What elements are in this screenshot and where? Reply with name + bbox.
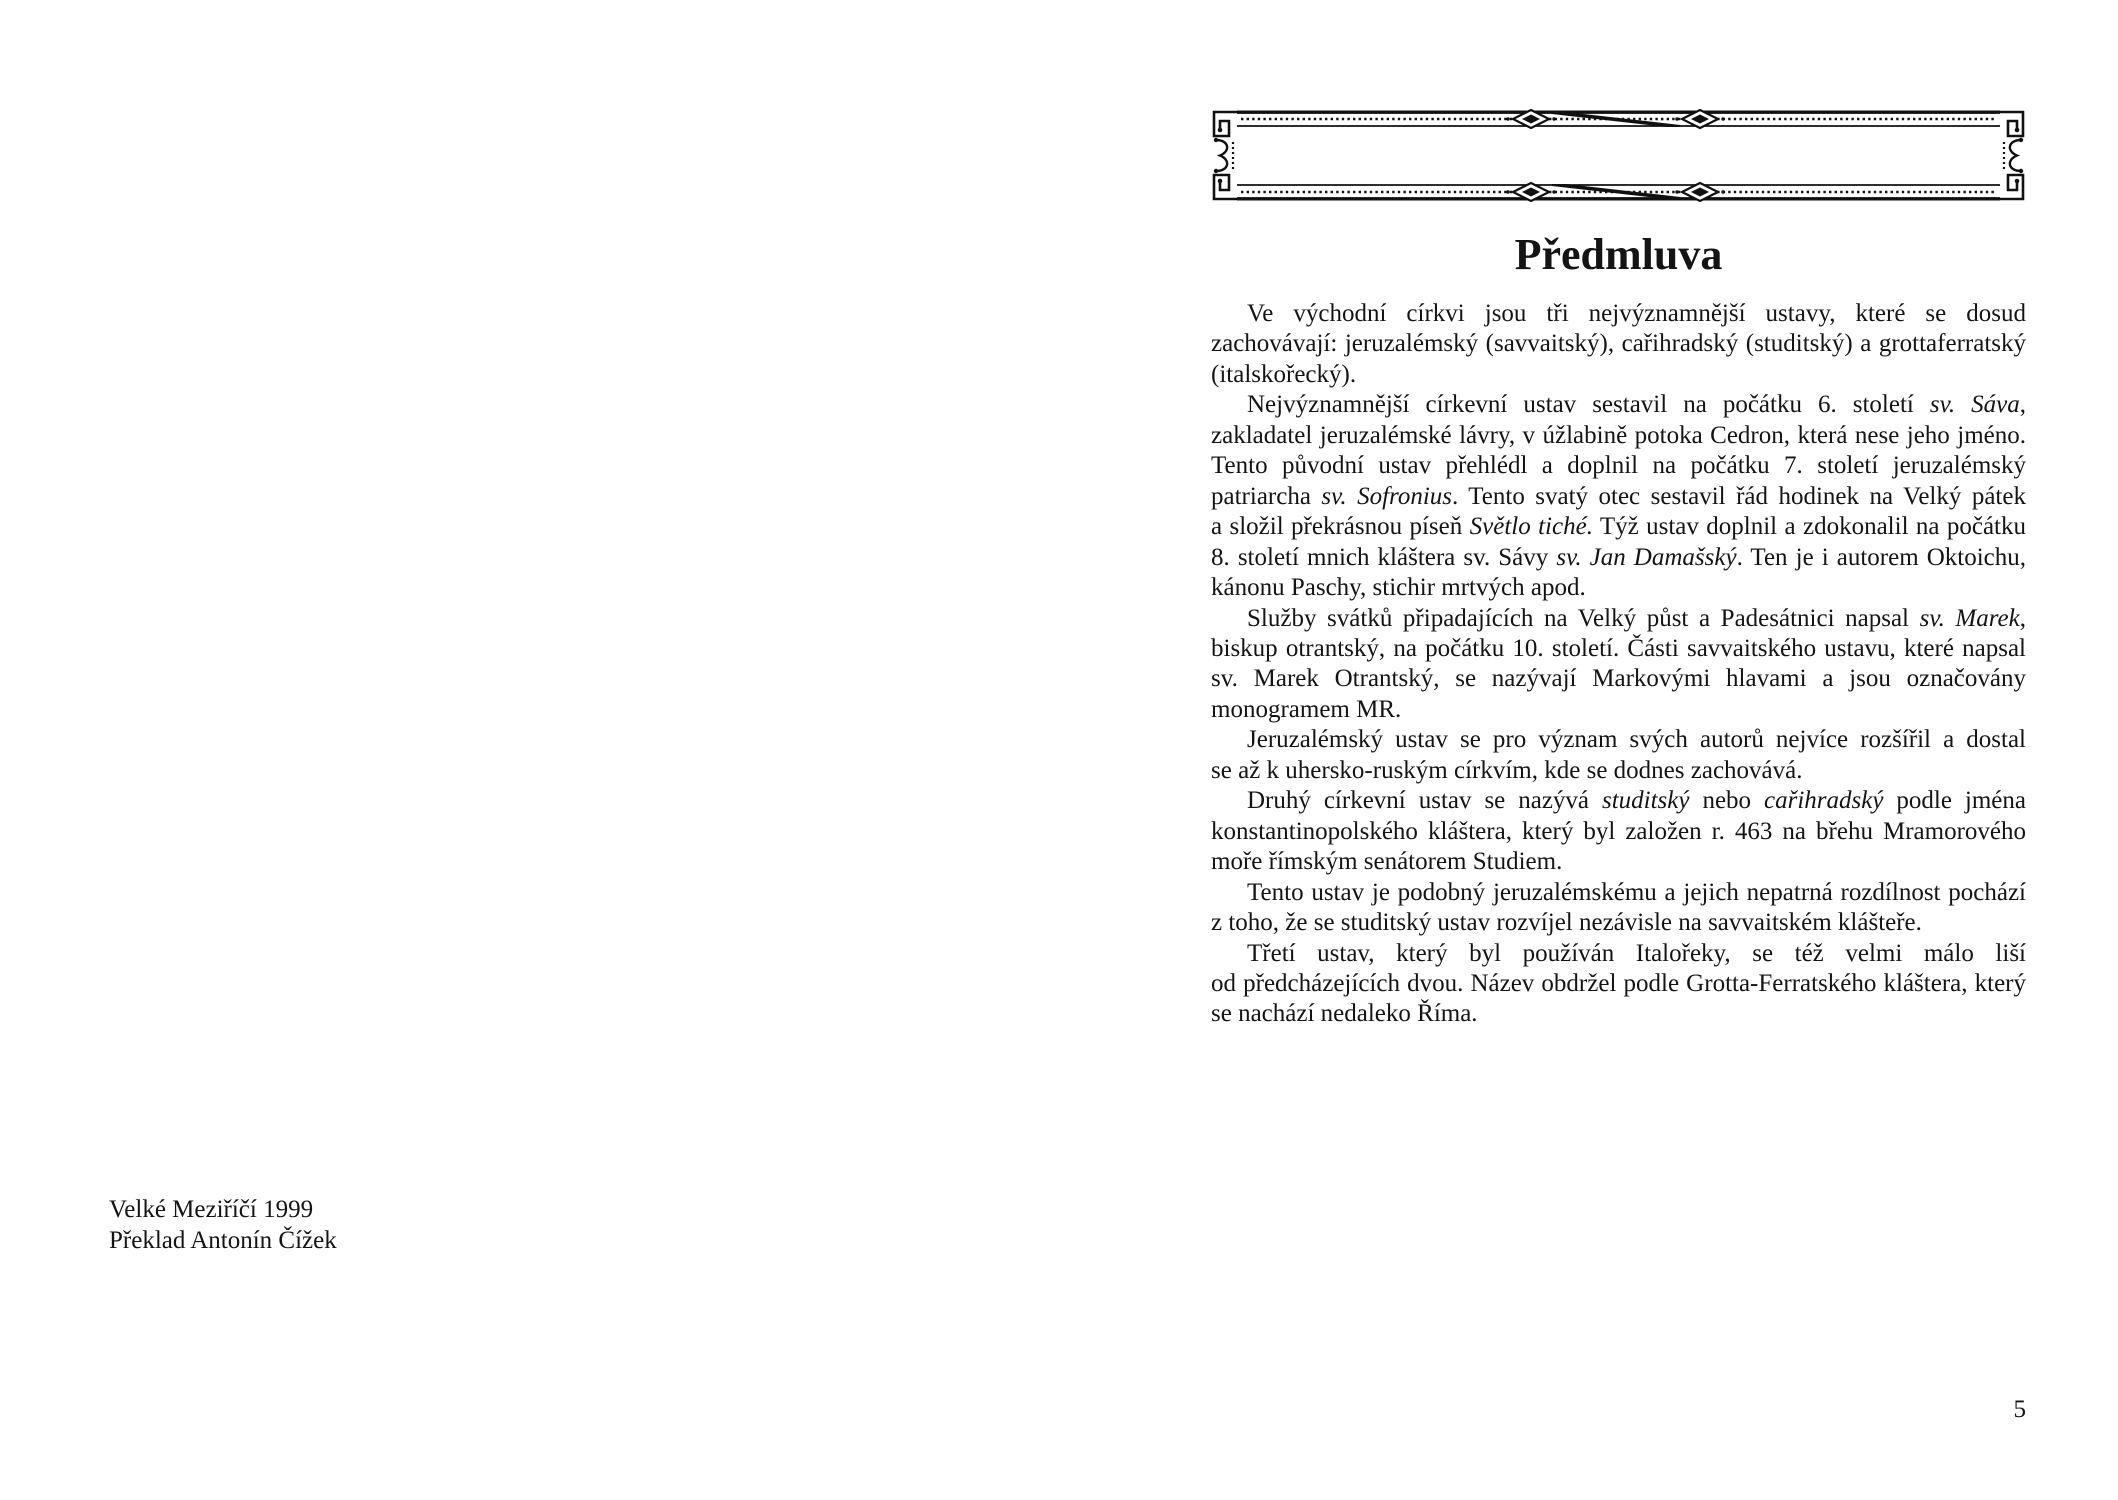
italic-text: cařihradský <box>1764 787 1884 815</box>
header-ornament <box>1211 109 2026 202</box>
paragraph <box>1211 604 2026 726</box>
text-run: Tento ustav je podobný jeruzalémskému a jejich nepatrná rozdílnost pochází <box>1247 878 2026 906</box>
text-line <box>1211 908 2026 938</box>
ornament-top-rule <box>1237 111 2000 114</box>
text-line <box>1211 817 2026 847</box>
text-run: Druhý církevní ustav se nazývá <box>1247 787 1602 815</box>
text-line <box>1211 451 2026 481</box>
italic-text: sv. Jan Damašský <box>1556 543 1737 571</box>
text-line <box>1211 360 2026 390</box>
imprint-place-year: Velké Meziříčí 1999 <box>109 1196 314 1223</box>
ornament-corner-bottom-right <box>1998 175 2023 199</box>
text-run: Tento původní ustav přehlédl a doplnil na počátku 7. století jeruzalémský <box>1211 452 2026 480</box>
text-run: , <box>2019 391 2026 419</box>
imprint <box>109 1194 337 1256</box>
text-run: . Tento svatý otec sestavil řád hodinek na Velký pátek <box>1452 482 2026 510</box>
text-run: zakladatel jeruzalémské lávry, v úžlabině potoka Cedron, která nese jeho jméno. <box>1211 421 2026 449</box>
text-run: Nejvýznamnější církevní ustav sestavil na počátku 6. století <box>1247 391 1930 419</box>
text-run: podle jména <box>1883 787 2026 815</box>
text-run: sv. Marek Otrantský, se nazývají Markovými hlavami a jsou označovány <box>1211 665 2026 693</box>
ornament-corner-bottom-left <box>1214 175 1239 199</box>
text-line <box>1211 299 2026 329</box>
ornament-side-scroll-right <box>2004 138 2023 173</box>
text-run: Jeruzalémský ustav se pro význam svých autorů nejvíce rozšířil a dostal <box>1247 726 2026 754</box>
italic-text: sv. Sáva <box>1929 391 2020 419</box>
text-line <box>1211 756 2026 786</box>
italic-text: Světlo tiché. <box>1469 513 1593 541</box>
text-line <box>1211 329 2026 359</box>
text-line <box>1211 390 2026 420</box>
ornament-bottom-hatch <box>1552 185 1680 198</box>
text-line <box>1211 634 2026 664</box>
text-run: patriarcha <box>1211 482 1322 510</box>
text-line <box>1211 969 2026 999</box>
italic-text: studitský <box>1601 787 1690 815</box>
paragraph <box>1211 299 2026 390</box>
ornament-bottom-rule <box>1237 197 2000 200</box>
ornament-corner-top-right <box>1998 112 2023 136</box>
text-line <box>1211 573 2026 603</box>
text-line <box>1211 421 2026 451</box>
text-run: 8. století mnich kláštera sv. Sávy <box>1211 543 1557 571</box>
text-run: Ve východní církvi jsou tři nejvýznamnější ustavy, které se dosud <box>1247 300 2026 327</box>
text-line <box>1211 878 2026 908</box>
text-run: , <box>2019 604 2026 632</box>
ornament-side-scroll-left <box>1214 138 1233 173</box>
text-line <box>1211 664 2026 694</box>
text-run: kánonu Paschy, stichir mrtvých apod. <box>1211 574 1586 602</box>
italic-text: sv. Sofronius <box>1321 482 1452 510</box>
text-run: se až k uhersko-ruským církvím, kde se dodnes zachovává. <box>1211 756 1803 784</box>
paragraph <box>1211 786 2026 877</box>
paragraph <box>1211 939 2026 1030</box>
text-run: (italskořecký). <box>1211 360 1357 388</box>
text-run: biskup otrantský, na počátku 10. století. Části savvaitského ustavu, které napsal <box>1211 634 2026 662</box>
paragraph <box>1211 878 2026 939</box>
text-run: . Ten je i autorem Oktoichu, <box>1736 543 2027 571</box>
text-line <box>1211 725 2026 755</box>
text-run: Týž ustav doplnil a zdokonalil na počátku <box>1592 513 2027 541</box>
ornament-top-hatch <box>1552 113 1680 126</box>
paragraph <box>1211 390 2026 603</box>
text-line <box>1211 512 2026 542</box>
text-run: z toho, že se studitský ustav rozvíjel nezávisle na savvaitském klášteře. <box>1211 909 1922 937</box>
ornament-corner-top-left <box>1214 112 1239 136</box>
text-run: moře římským senátorem Studiem. <box>1211 848 1563 876</box>
text-run: se nachází nedaleko Říma. <box>1211 1000 1478 1028</box>
text-line <box>1211 999 2026 1029</box>
text-line <box>1211 543 2026 573</box>
text-line <box>1211 482 2026 512</box>
text-run: nebo <box>1689 787 1765 815</box>
text-line <box>1211 939 2026 969</box>
body-text <box>1211 299 2026 1030</box>
page-number: 5 <box>2013 1396 2026 1423</box>
text-line <box>1211 604 2026 634</box>
text-run: monogramem MR. <box>1211 695 1402 723</box>
text-run: konstantinopolského kláštera, který byl založen r. 463 na břehu Mramorového <box>1211 817 2026 845</box>
text-run: Třetí ustav, který byl používán Italořeky, se též velmi málo liší <box>1247 939 2026 967</box>
text-run: od předcházejících dvou. Název obdržel podle Grotta-Ferratského kláštera, který <box>1211 969 2026 997</box>
text-line <box>1211 695 2026 725</box>
text-run: Služby svátků připadajících na Velký půst a Padesátnici napsal <box>1247 604 1920 632</box>
text-run: zachovávají: jeruzalémský (savvaitský), cařihradský (studitský) a grottaferratský <box>1211 330 2026 358</box>
text-line <box>1211 847 2026 877</box>
italic-text: sv. Marek <box>1919 604 2020 632</box>
chapter-title: Předmluva <box>1514 230 1723 279</box>
imprint-translator: Překlad Antonín Čížek <box>109 1227 337 1254</box>
text-line <box>1211 786 2026 816</box>
text-run: a složil překrásnou píseň <box>1211 513 1470 541</box>
paragraph <box>1211 725 2026 786</box>
